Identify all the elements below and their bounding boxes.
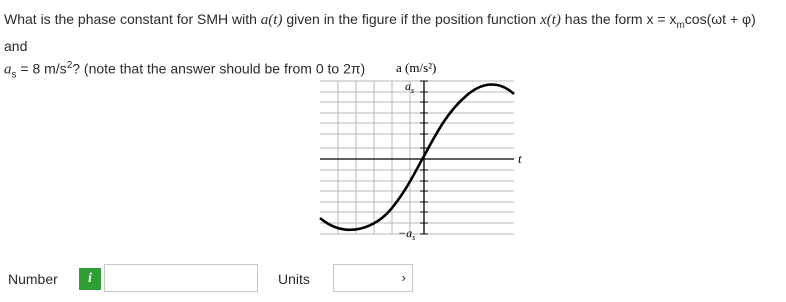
question-text: What is the phase constant for SMH with a(t) given in the figure if the position function x(t) has the form $x = x_m\cos(\omega t + \varphi)$ and $a_s = 8$ $m/s^2$? (note that the answer should be from 0 to 2π) bbox=[4, 11, 756, 81]
y-axis-label: a (m/s²) bbox=[396, 60, 437, 75]
info-icon[interactable]: i bbox=[79, 268, 101, 290]
number-input[interactable] bbox=[104, 264, 258, 292]
number-label: Number bbox=[8, 271, 58, 287]
t-axis-label: t bbox=[518, 151, 522, 166]
chevron-down-icon: › bbox=[401, 270, 406, 285]
as-positive-label: $a_s$ bbox=[405, 79, 415, 95]
acceleration-graph bbox=[316, 58, 534, 248]
acceleration-curve bbox=[320, 85, 514, 230]
units-label: Units bbox=[278, 271, 310, 287]
answer-row bbox=[0, 262, 786, 296]
as-negative-label: $-a_s$ bbox=[398, 226, 416, 242]
units-select[interactable] bbox=[333, 264, 413, 292]
